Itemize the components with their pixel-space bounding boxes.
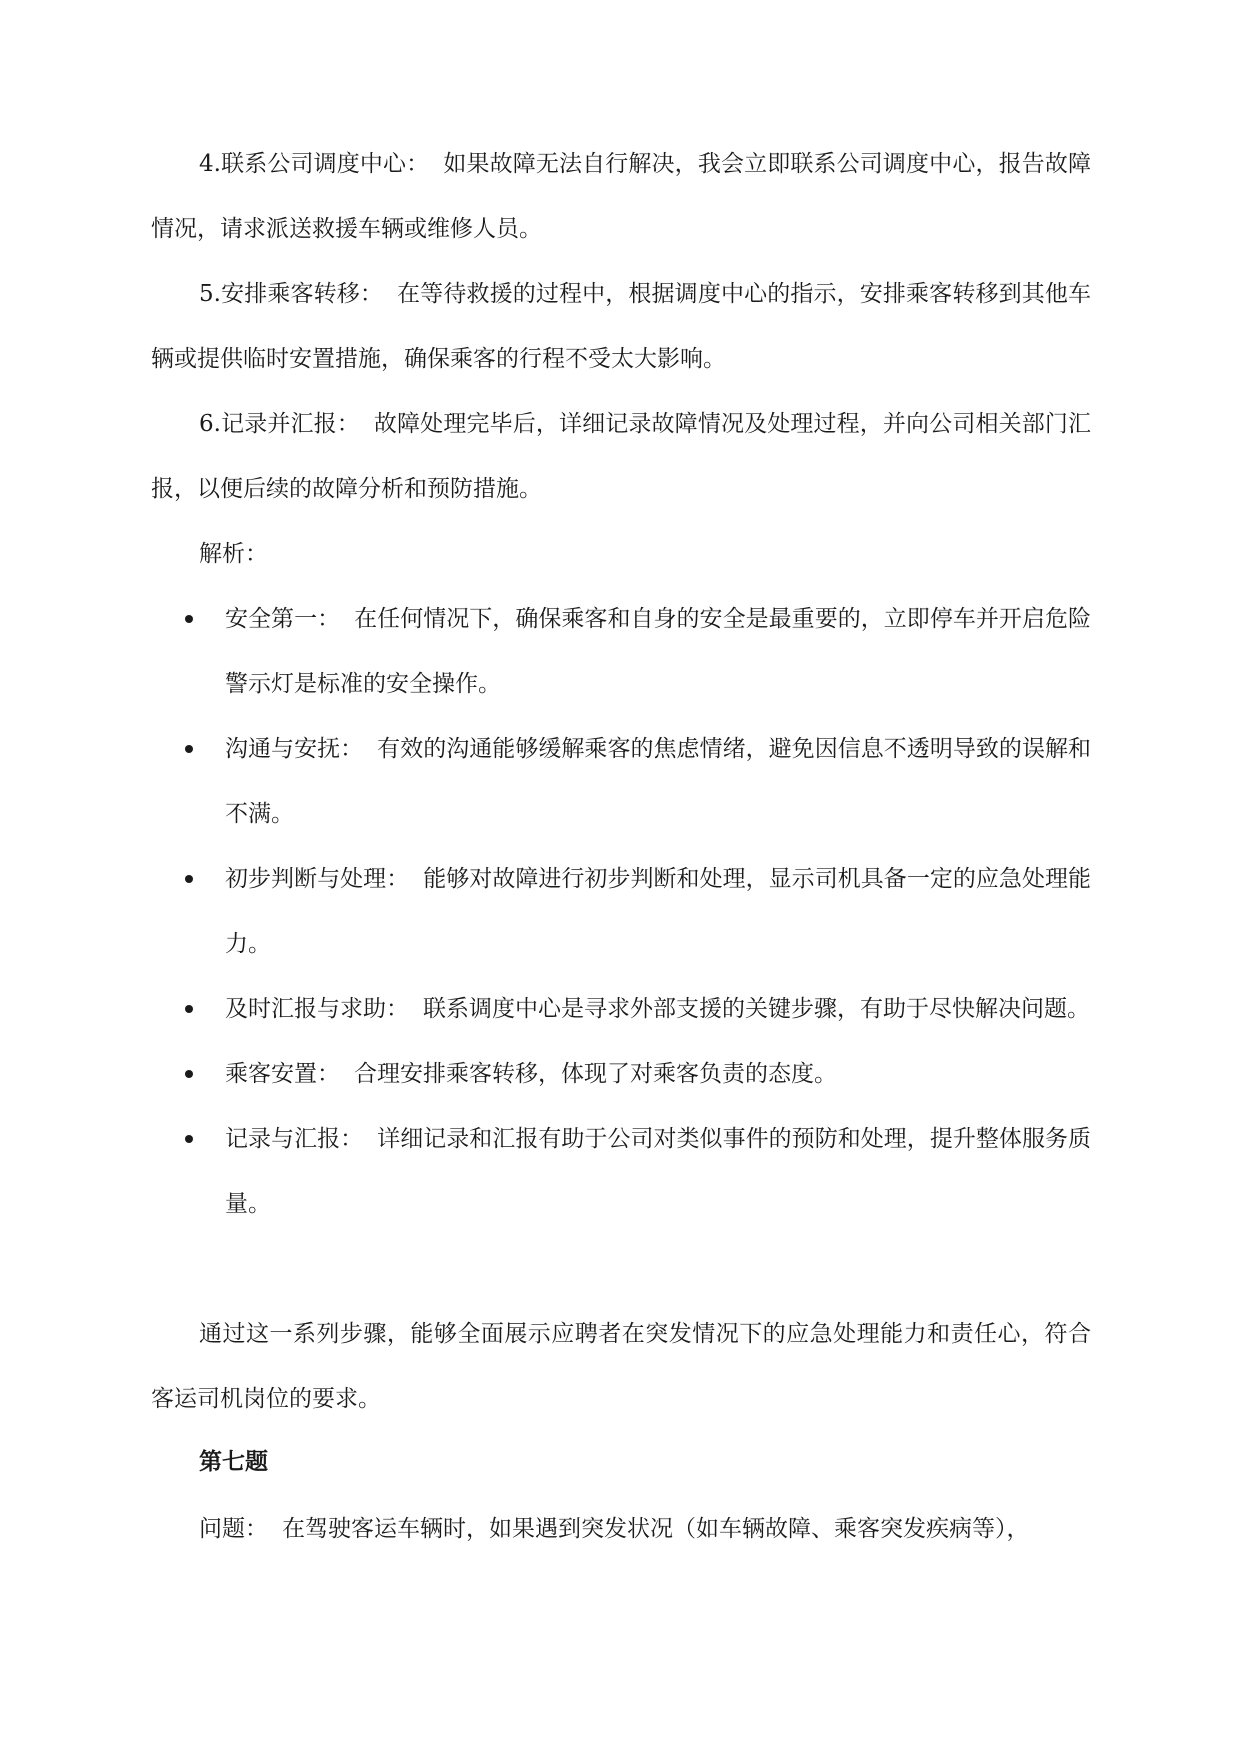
- analysis-item: [151, 1042, 1091, 1107]
- analysis-item-label: 沟通与安抚：: [225, 736, 364, 762]
- step-5-paragraph: [151, 262, 1091, 392]
- analysis-item-text: 能够对故障进行初步判断和处理，显示司机具备一定的应急处理能力。: [225, 866, 1092, 957]
- step-5-text: 在等待救援的过程中，根据调度中心的指示，安排乘客转移到其他车辆或提供临时安置措施，确保乘客的行程不受太大影响。: [151, 281, 1092, 372]
- analysis-item: [151, 847, 1091, 977]
- step-6-text: 故障处理完毕后，详细记录故障情况及处理过程，并向公司相关部门汇报，以便后续的故障分析和预防措施。: [151, 411, 1091, 502]
- analysis-item-text: 在任何情况下，确保乘客和自身的安全是最重要的，立即停车并开启危险警示灯是标准的安全操作。: [225, 606, 1092, 697]
- question-text: 在驾驶客运车辆时，如果遇到突发状况（如车辆故障、乘客突发疾病等），: [282, 1516, 1030, 1542]
- analysis-item-text: 详细记录和汇报有助于公司对类似事件的预防和处理，提升整体服务质量。: [225, 1126, 1092, 1217]
- step-6-paragraph: [151, 392, 1091, 522]
- summary-paragraph: 通过这一系列步骤，能够全面展示应聘者在突发情况下的应急处理能力和责任心，符合客运司机岗位的要求。: [151, 1321, 1091, 1412]
- step-5-label: 5.安排乘客转移：: [199, 281, 384, 307]
- analysis-item-text: 有效的沟通能够缓解乘客的焦虑情绪，避免因信息不透明导致的误解和不满。: [225, 736, 1092, 827]
- bullet-dot-icon: [185, 745, 193, 753]
- step-6-label: 6.记录并汇报：: [199, 411, 360, 437]
- analysis-item-label: 乘客安置：: [225, 1061, 340, 1087]
- bullet-dot-icon: [185, 1005, 193, 1013]
- bullet-dot-icon: [185, 875, 193, 883]
- question-paragraph: [151, 1497, 1091, 1562]
- bullet-dot-icon: [185, 1070, 193, 1078]
- step-4-label: 4.联系公司调度中心：: [199, 151, 430, 177]
- analysis-item: [151, 587, 1091, 717]
- analysis-item-label: 初步判断与处理：: [225, 866, 410, 892]
- analysis-label: 解析：: [199, 541, 268, 567]
- bullet-dot-icon: [185, 615, 193, 623]
- analysis-item-label: 记录与汇报：: [225, 1126, 364, 1152]
- analysis-item: [151, 717, 1091, 847]
- question-heading: 第七题: [199, 1448, 268, 1475]
- analysis-list: [151, 587, 1091, 1237]
- bullet-dot-icon: [185, 1135, 193, 1143]
- analysis-item-label: 安全第一：: [225, 606, 341, 632]
- analysis-item: [151, 977, 1091, 1042]
- step-4-text: 如果故障无法自行解决，我会立即联系公司调度中心，报告故障情况，请求派送救援车辆或维修人员。: [151, 151, 1091, 242]
- analysis-item-label: 及时汇报与求助：: [225, 996, 409, 1022]
- analysis-item: [151, 1107, 1091, 1237]
- analysis-item-text: 联系调度中心是寻求外部支援的关键步骤，有助于尽快解决问题。: [423, 996, 1090, 1022]
- question-label: 问题：: [199, 1516, 268, 1542]
- analysis-item-text: 合理安排乘客转移，体现了对乘客负责的态度。: [354, 1061, 837, 1087]
- step-4-paragraph: [151, 132, 1091, 262]
